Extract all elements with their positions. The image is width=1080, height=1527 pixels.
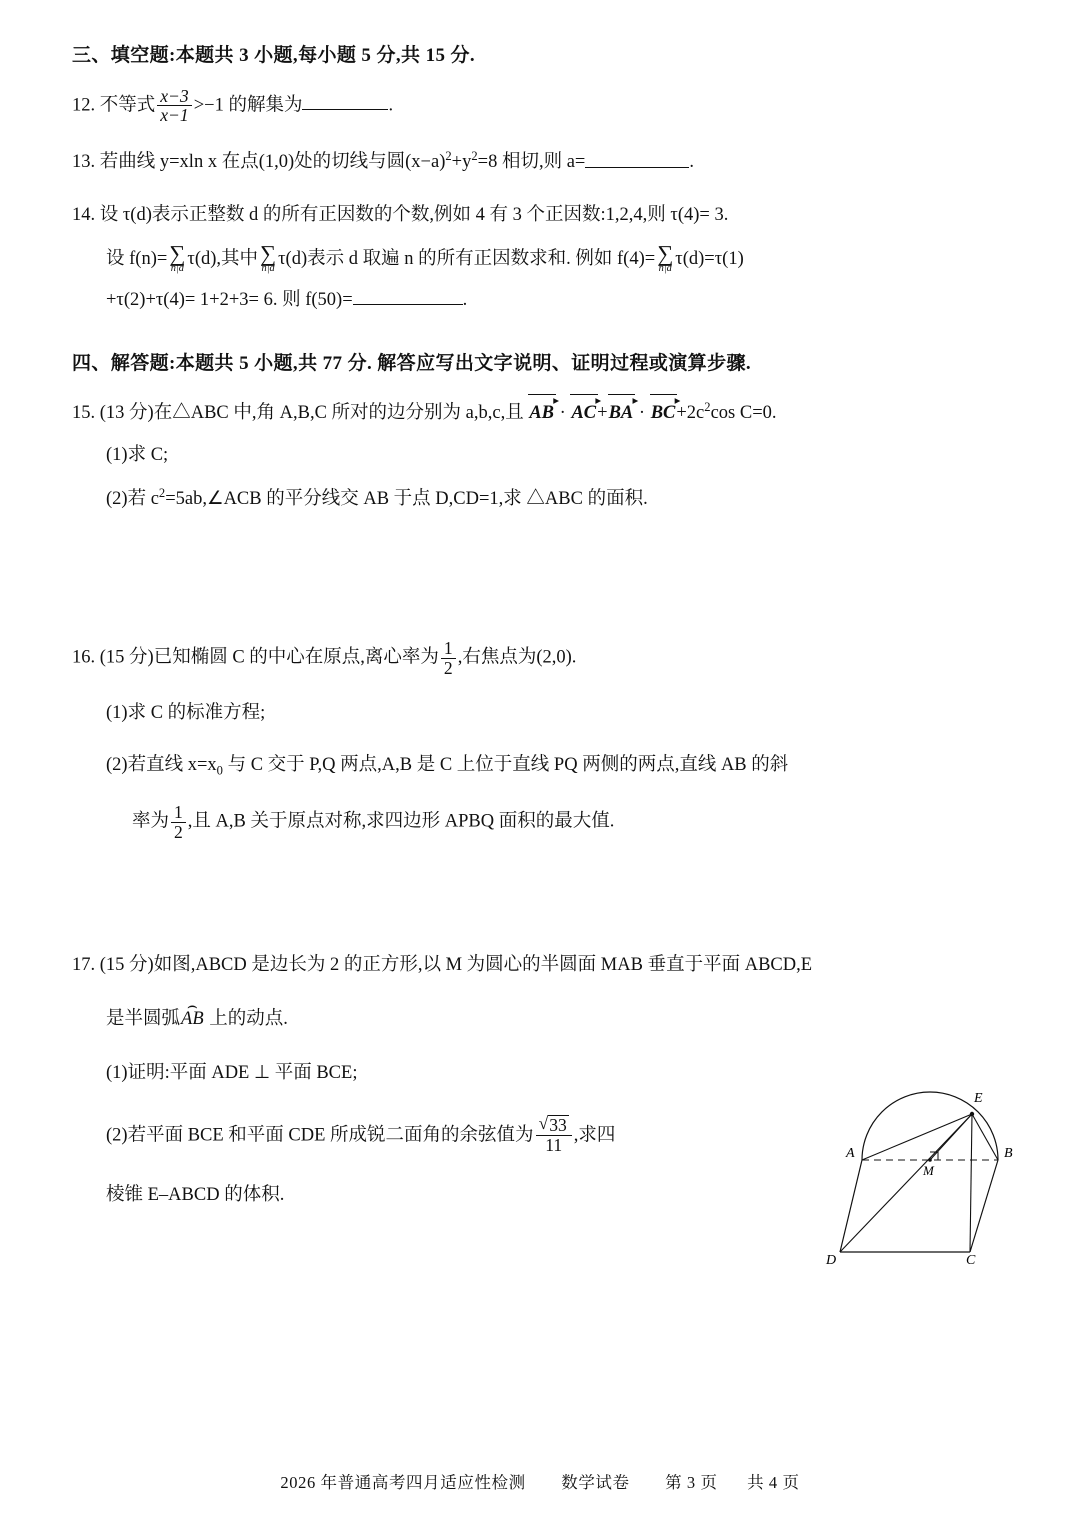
question-14-line-3: +τ(2)+τ(4)= 1+2+3= 6. 则 f(50)= .: [106, 286, 1012, 316]
plus-sign: +: [597, 403, 608, 424]
figure-label-A: A: [846, 1146, 855, 1161]
question-15: [72, 394, 1012, 515]
question-14-stem-line2-c: τ(d)表示 d 取遍 n 的所有正因数求和. 例如 f(4)=: [278, 248, 656, 269]
question-14-number: 14.: [72, 204, 96, 225]
footer-total-pages: 共 4 页: [747, 1473, 800, 1492]
figure-label-D: D: [826, 1253, 837, 1268]
subscript-zero: 0: [216, 763, 223, 778]
section-heading-fill-blank: 三、填空题:本题共 3 小题,每小题 5 分,共 15 分.: [72, 45, 476, 66]
question-16-part-2-a: (2)若直线 x=x: [106, 754, 217, 775]
question-13-stem-a: 若曲线 y=xln x 在点(1,0)处的切线与圆(x−a): [99, 152, 446, 173]
footer-subject: 数学试卷: [561, 1473, 630, 1492]
work-space-16: [72, 847, 1012, 951]
question-16-part-2-d: ,且 A,B 关于原点对称,求四边形 APBQ 面积的最大值.: [187, 811, 615, 832]
exponent-2-a: 2: [445, 149, 452, 164]
summation-symbol-3: ∑ n|d: [657, 240, 674, 275]
exponent-2-c: 2: [704, 399, 711, 414]
page-content: [72, 42, 1012, 1217]
question-16-stem: [72, 639, 1012, 677]
exponent-2-d: 2: [158, 485, 166, 500]
question-17-part-2-b: ,求四: [573, 1125, 616, 1146]
figure-q17: [820, 1062, 1080, 1292]
question-17-stem-b: 是半圆弧: [106, 1008, 181, 1029]
vector-BA: BA ▸: [608, 399, 635, 429]
question-15-part-2-b: =5ab,∠ACB 的平分线交 AB 于点 D,CD=1,求 △ABC 的面积.: [165, 489, 648, 510]
question-13-stem-b: +y: [451, 152, 472, 173]
footer-page-number: 第 3 页: [665, 1473, 718, 1492]
dot-product-1: ·: [555, 403, 571, 424]
question-15-part-1: (1)求 C;: [106, 445, 169, 466]
question-16-part-2-line-2: [132, 803, 1012, 841]
question-13: [72, 146, 1012, 178]
question-17-stem-line-2: [106, 1005, 1012, 1035]
question-16-score: (15 分): [99, 647, 154, 668]
figure-label-E: E: [974, 1091, 983, 1106]
footer-exam-name: 2026 年普通高考四月适应性检测: [280, 1473, 526, 1492]
question-16-part-1: (1)求 C 的标准方程;: [106, 703, 266, 724]
summation-symbol-2: ∑ n|d: [260, 240, 277, 275]
question-13-number: 13.: [72, 152, 96, 173]
fraction-sqrt33-11: √ $\frac{33}{11}$: [536, 1115, 572, 1155]
question-15-stem-b: +2c: [676, 403, 705, 424]
question-15-stem: [72, 394, 1012, 429]
question-12-number: 12.: [72, 95, 96, 116]
question-12: [72, 87, 1012, 125]
dot-product-2: ·: [634, 403, 650, 424]
question-14-line-1: [72, 201, 1012, 231]
fraction-one-half-b: $\frac{1}{2}$: [171, 803, 186, 841]
figure-label-B: B: [1004, 1146, 1013, 1161]
question-17-stem-line-1: [72, 951, 1012, 981]
figure-label-M: M: [923, 1163, 934, 1178]
question-17-part-2: [106, 1115, 726, 1155]
answer-blank-12: [302, 92, 388, 111]
question-17-part-3: 棱锥 E–ABCD 的体积.: [106, 1184, 285, 1205]
question-17-part-2-a: (2)若平面 BCE 和平面 CDE 所成锐二面角的余弦值为: [106, 1125, 534, 1146]
question-14-stem-line3: +τ(2)+τ(4)= 1+2+3= 6. 则 f(50)=: [106, 290, 353, 311]
question-15-part-2-a: (2)若 c: [106, 489, 159, 510]
summation-symbol-1: ∑ n|d: [169, 240, 186, 275]
arc-AB: ⌢ AB: [180, 1005, 205, 1035]
question-12-stem-b: >−1 的解集为: [193, 95, 303, 116]
question-13-text: 13. 若曲线 y=xln x 在点(1,0)处的切线与圆$(x-a)^2+y^2=8$ 相切,则 a= .: [72, 149, 694, 173]
work-space-15: [72, 521, 1012, 639]
question-17-score: (15 分): [99, 954, 154, 975]
figure-label-C: C: [966, 1253, 976, 1268]
question-13-stem-c: =8 相切,则 a=: [477, 152, 586, 173]
question-12-stem-a: 不等式: [99, 95, 156, 116]
question-16-part-2-b: 与 C 交于 P,Q 两点,A,B 是 C 上位于直线 PQ 两侧的两点,直线 AB 的斜: [222, 754, 789, 775]
question-15-stem-a: 在△ABC 中,角 A,B,C 所对的边分别为 a,b,c,且: [153, 403, 529, 424]
question-15-score: (13 分): [99, 403, 154, 424]
question-17-part-1: (1)证明:平面 ADE ⊥ 平面 BCE;: [106, 1062, 358, 1083]
vector-AC: AC ▸: [570, 399, 597, 429]
question-16-number: 16.: [72, 647, 96, 668]
question-14-stem-line1: 设 τ(d)表示正整数 d 的所有正因数的个数,例如 4 有 3 个正因数:1,2,4,则 τ(4)= 3.: [99, 204, 729, 225]
fraction-x3-x1: $\frac{x-3}{x-1}$: [157, 87, 191, 125]
section-heading-solve: 四、解答题:本题共 5 小题,共 77 分. 解答应写出文字说明、证明过程或演算步骤.: [72, 353, 752, 375]
question-17-number: 17.: [72, 954, 96, 975]
question-14-stem-line2-d: τ(d)=τ(1): [675, 248, 744, 269]
figure-q17-svg: [820, 1062, 1080, 1292]
question-16-part-2-c: 率为: [132, 811, 170, 832]
question-16: [72, 639, 1012, 841]
question-15-stem-c: cos C=0.: [710, 403, 777, 424]
sqrt-33: √ 33: [536, 1115, 572, 1135]
question-14: [72, 201, 1012, 317]
question-14-line-2: [106, 240, 1012, 275]
question-17-stem-c: 上的动点.: [204, 1008, 288, 1029]
fraction-one-half-a: $\frac{1}{2}$: [441, 639, 456, 677]
page-footer: [0, 1469, 1080, 1493]
question-16-stem-b: ,右焦点为(2,0).: [457, 647, 577, 668]
vector-AB: AB ▸: [528, 399, 555, 429]
question-15-number: 15.: [72, 403, 96, 424]
question-16-stem-a: 已知椭圆 C 的中心在原点,离心率为: [153, 647, 439, 668]
question-14-stem-line2-a: 设 f(n)=: [106, 248, 168, 269]
answer-blank-14: [353, 287, 463, 306]
vector-BC: BC ▸: [650, 399, 677, 429]
question-17-stem-a: 如图,ABCD 是边长为 2 的正方形,以 M 为圆心的半圆面 MAB 垂直于平面 ABCD,E: [153, 954, 813, 975]
question-15-part-2: [106, 483, 1012, 515]
answer-blank-13: [585, 149, 689, 168]
exponent-2-b: 2: [471, 149, 478, 164]
question-16-part-2-line-1: [106, 751, 1012, 781]
question-14-stem-line2-b: τ(d),其中: [187, 248, 259, 269]
question-12-text: 12. 不等式 $\frac{x-3}{x-1}$ >−1 的解集为 .: [72, 85, 394, 125]
